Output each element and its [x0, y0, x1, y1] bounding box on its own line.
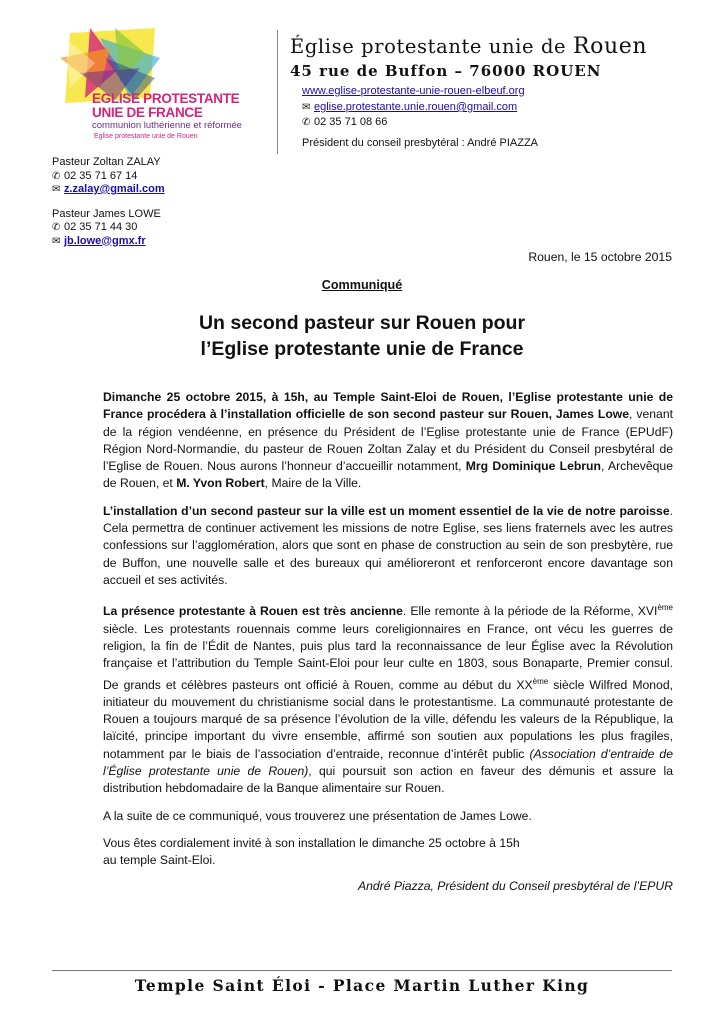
paragraph-5: Vous êtes cordialement invité à son installation le dimanche 25 octobre à 15h au temple Saint-Eloi. — [103, 835, 520, 868]
phone-icon: ✆ — [302, 117, 311, 128]
logo-text-line3: communion luthérienne et réformée — [92, 120, 242, 131]
org-email-link[interactable]: eglise.protestante.unie.rouen@gmail.com — [314, 101, 518, 113]
envelope-icon: ✉ — [52, 184, 61, 195]
document-title — [0, 310, 724, 362]
org-phone-number: 02 35 71 08 66 — [314, 116, 388, 128]
pastor-email[interactable]: ✉ z.zalay@gmail.com — [52, 183, 165, 195]
pastor-name: Pasteur Zoltan ZALAY — [52, 156, 161, 168]
organization-name: Église protestante unie de Rouen — [290, 34, 648, 59]
document-date: Rouen, le 15 octobre 2015 — [528, 250, 672, 264]
pastor-phone: ✆ 02 35 71 44 30 — [52, 221, 138, 233]
org-email[interactable] — [302, 100, 517, 115]
document-body — [103, 389, 673, 905]
website-link[interactable] — [302, 84, 525, 99]
logo-text-line2: UNIE DE FRANCE — [92, 105, 203, 120]
organization-header — [290, 34, 647, 80]
logo-text-line4: Eglise protestante unie de Rouen — [94, 133, 198, 140]
website-url[interactable]: www.eglise-protestante-unie-rouen-elbeuf.org — [302, 85, 525, 97]
phone-icon: ✆ — [52, 170, 61, 182]
logo-text-line1: EGLISE PROTESTANTE — [92, 91, 240, 106]
president-line: Président du conseil presbytéral : André PIAZZA — [302, 137, 539, 149]
paragraph-3: La présence protestante à Rouen est très ancienne. Elle remonte à la période de la Réforme, XVIème siècle. Les protestants rouennais comme leurs coreligionnaires en France, ont vécu les guerres de religion, la fin de l’Édit de Nantes, puis plus tard la reconnaissance de leur Église avec la Révolution française et l’attribution du Temple Saint-Eloi pour leur culte en 1803, sous Bonaparte, Premier consul. De grands et célèbres pasteurs ont officié à Rouen, comme au début du XXème siècle Wilfred Monod, initiateur du mouvement du christianisme social dans le protestantisme. La communauté protestante de Rouen a toujours marqué de sa présence l’évolution de la ville, défendu les valeurs de la République, la laïcité, principe important du vivre ensemble, affirmé son soutien aux populations les plus fragiles, notamment par le biais de l’association d’entraide, reconnue d’intérêt public (Association d’entraide de l’Église protestante unie de Rouen), qui poursuit son action en faveur des démunis et assure la distribution hebdomadaire de la Banque alimentaire sur Rouen. — [103, 603, 673, 796]
paragraph-2: L’installation d’un second pasteur sur la ville est un moment essentiel de la vie de notre paroisse. Cela permettra de continuer activement les missions de notre Eglise, ses liens fraternels avec les autres confessions sur l’agglomération, alors que sont en phase de construction au sein de son presbytère, rue de Buffon, une nouvelle salle et des bureaux qui amélioreront et renforceront encore davantage son accueil et ses activités. — [103, 503, 673, 587]
envelope-icon: ✉ — [52, 235, 61, 247]
pastor-contacts — [52, 156, 165, 248]
footer-address: Temple Saint Éloi - Place Martin Luther King — [134, 976, 590, 995]
paragraph-1: Dimanche 25 octobre 2015, à 15h, au Temple Saint-Eloi de Rouen, l’Eglise protestante unie de France procédera à l’installation officielle de son second pasteur sur Rouen, James Lowe, venant de la région vendéenne, en présence du Président de l’Eglise protestante unie de France (EPUdF) Région Nord-Normandie, du pasteur de Rouen Zoltan Zalay et du Président du Conseil presbytéral de l’Eglise de Rouen. Nous aurons l’honneur d’accueillir notamment, Mrg Dominique Lebrun, Archevêque de Rouen, et M. Yvon Robert, Maire de la Ville. — [103, 390, 673, 491]
signature: André Piazza, Président du Conseil presbytéral de l’EPUR — [357, 878, 673, 893]
paragraph-4: A la suite de ce communiqué, vous trouverez une présentation de James Lowe. — [103, 808, 532, 823]
document-type: Communiqué — [321, 278, 403, 292]
church-logo — [60, 28, 272, 156]
header-divider — [277, 30, 278, 154]
organization-address: 45 rue de Buffon – 76000 ROUEN — [290, 62, 602, 80]
pastor-phone: ✆ 02 35 71 67 14 — [52, 169, 138, 182]
envelope-icon: ✉ — [302, 102, 311, 113]
footer-divider — [52, 970, 672, 971]
title-line-2: l’Eglise protestante unie de France — [200, 338, 524, 360]
title-line-1: Un second pasteur sur Rouen pour — [198, 312, 526, 334]
org-phone — [302, 115, 387, 130]
phone-icon: ✆ — [52, 222, 61, 233]
pastor-email[interactable]: ✉ jb.lowe@gmx.fr — [52, 234, 146, 247]
pastor-name: Pasteur James LOWE — [52, 207, 161, 220]
